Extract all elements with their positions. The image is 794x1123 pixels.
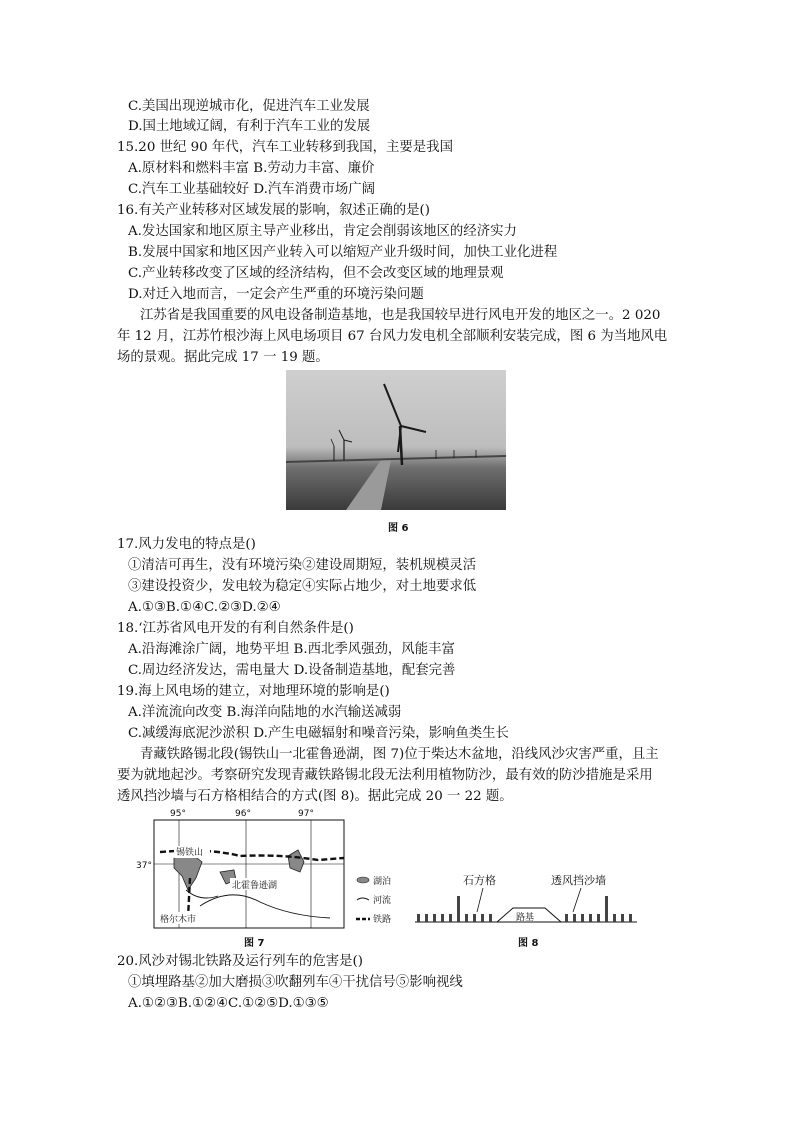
legend-lake-label: 湖泊 xyxy=(373,877,392,887)
wall-label: 透风挡沙墙 xyxy=(551,874,606,887)
stone-grid-label: 石方格 xyxy=(463,874,496,887)
cross-section-figure-8 xyxy=(405,866,645,930)
lon-95-label: 95° xyxy=(170,809,186,819)
legend-rail-label: 铁路 xyxy=(373,915,392,925)
river-line xyxy=(200,895,330,918)
text-line-l17: A.①③B.①④C.②③D.②④ xyxy=(128,600,281,615)
text-line-l8: B.发展中国家和地区因产业转入可以缩短产业升级时间，加快工业化进程 xyxy=(128,245,558,260)
text-line-l27: 20.风沙对锡北铁路及运行列车的危害是() xyxy=(117,954,363,969)
city-label: 格尔木市 xyxy=(160,915,197,925)
roadbed-label: 路基 xyxy=(516,913,535,923)
wind-farm-photo xyxy=(286,370,506,510)
figure-7-caption: 图 7 xyxy=(244,938,265,949)
text-line-l25: 要为就地起沙。考察研究发现青藏铁路锡北段无法利用植物防沙，最有效的防沙措施是采用 xyxy=(117,768,653,783)
text-line-l21: 19.海上风电场的建立，对地理环境的影响是() xyxy=(117,684,390,699)
lake-shape-2 xyxy=(288,850,304,872)
text-line-l3: 15.20 世纪 90 年代，汽车工业转移到我国，主要是我国 xyxy=(117,140,453,155)
lon-96-label: 96° xyxy=(235,809,251,819)
text-line-l19: A.沿海滩涂广阔，地势平坦 B.西北季风强劲，风能丰富 xyxy=(128,642,455,657)
text-line-l24: 青藏铁路锡北段(锡铁山一北霍鲁逊湖，图 7)位于柴达木盆地，沿线风沙灾害严重，且主 xyxy=(140,747,659,762)
text-line-l13: 场的景观。据此完成 17 一 19 题。 xyxy=(117,350,329,365)
text-line-l20: C.周边经济发达，需电量大 D.设备制造基地，配套完善 xyxy=(128,663,456,678)
figure-8-caption: 图 8 xyxy=(518,938,539,949)
text-line-l28: ①填埋路基②加大磨损③吹翻列车④干扰信号⑤影响视线 xyxy=(128,975,463,990)
figure-6-caption: 图 6 xyxy=(388,523,409,534)
text-line-l23: C.减缓海底泥沙淤积 D.产生电磁辐射和噪音污染，影响鱼类生长 xyxy=(128,726,509,741)
map-figure-7 xyxy=(130,806,395,948)
text-line-l22: A.洋流流向改变 B.海洋向陆地的水汽输送减弱 xyxy=(128,705,402,720)
lake-label: 北霍鲁逊湖 xyxy=(232,881,278,891)
text-line-l18: 18.‘江苏省风电开发的有利自然条件是() xyxy=(117,621,354,636)
legend-lake-icon xyxy=(357,877,369,883)
text-line-l16: ③建设投资少，发电较为稳定④实际占地少，对土地要求低 xyxy=(128,579,477,594)
xitieshan-label: 锡铁山 xyxy=(176,848,204,858)
text-line-l26: 透风挡沙墙与石方格相结合的方式(图 8)。据此完成 20 一 22 题。 xyxy=(117,789,513,804)
text-line-l7: A.发达国家和地区原主导产业移出，肯定会削弱该地区的经济实力 xyxy=(128,224,517,239)
lake-shape-1 xyxy=(174,854,202,890)
text-line-l10: D.对迁入地而言，一定会产生严重的环境污染问题 xyxy=(128,287,424,302)
text-line-l9: C.产业转移改变了区域的经济结构，但不会改变区域的地理景观 xyxy=(128,266,504,281)
legend-river-icon xyxy=(357,898,369,900)
text-line-l29: A.①②③B.①②④C.①②⑤D.①③⑤ xyxy=(128,996,329,1011)
lat-37-label: 37° xyxy=(136,861,152,871)
text-line-l2: D.国土地域辽阔，有利于汽车工业的发展 xyxy=(128,119,371,134)
text-line-l11: 江苏省是我国重要的风电设备制造基地，也是我国较早进行风电开发的地区之一。2 020 xyxy=(140,308,661,323)
lon-97-label: 97° xyxy=(298,809,314,819)
text-line-l14: 17.风力发电的特点是() xyxy=(117,537,256,552)
text-line-l15: ①清洁可再生，没有环境污染②建设周期短，装机规模灵活 xyxy=(128,558,477,573)
legend-river-label: 河流 xyxy=(373,896,392,906)
text-line-l1: C.美国出现逆城市化，促进汽车工业发展 xyxy=(128,99,370,114)
text-line-l6: 16.有关产业转移对区域发展的影响，叙述正确的是() xyxy=(117,203,430,218)
text-line-l5: C.汽车工业基础较好 D.汽车消费市场广阔 xyxy=(128,182,376,197)
text-line-l12: 年 12 月，江苏竹根沙海上风电场项目 67 台风力发电机全部顺利安装完成，图 6 为当地风电 xyxy=(117,329,668,344)
text-line-l4: A.原材料和燃料丰富 B.劳动力丰富、廉价 xyxy=(128,161,375,176)
